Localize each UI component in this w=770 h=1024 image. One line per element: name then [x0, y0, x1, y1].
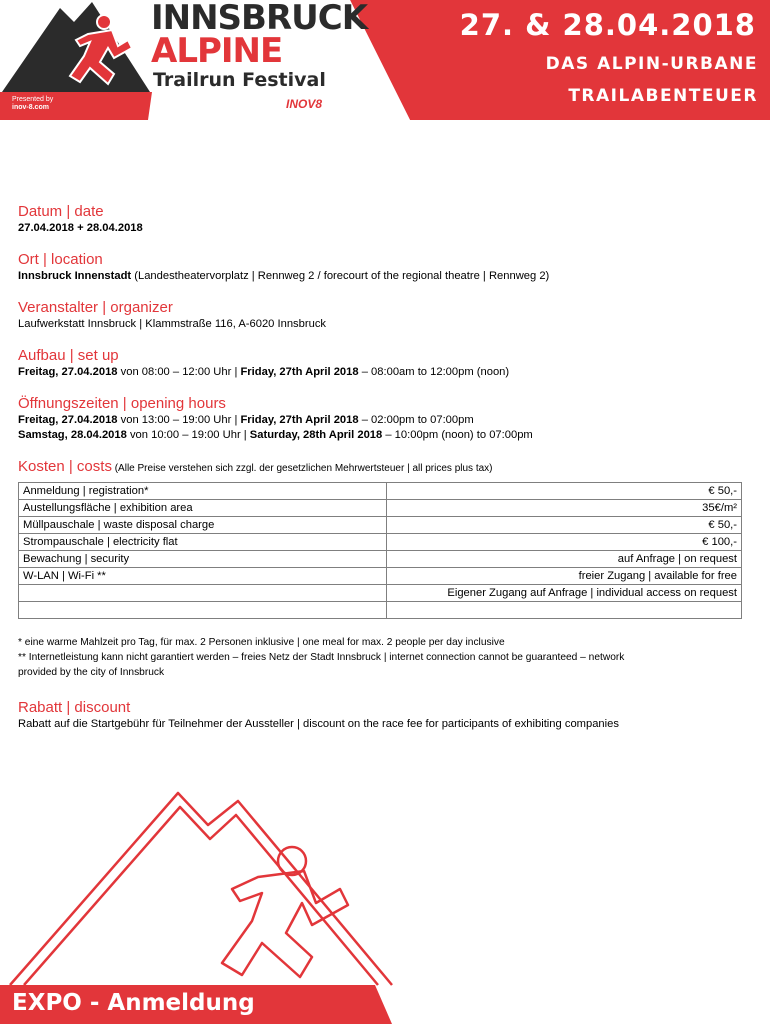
costs-item: Anmeldung | registration*	[19, 483, 387, 500]
logo-word-innsbruck: INNSBRUCK	[151, 0, 368, 38]
tagline-1: DAS ALPIN-URBANE	[545, 54, 758, 74]
costs-row	[19, 568, 742, 585]
costs-price: € 100,-	[387, 534, 742, 551]
costs-item	[19, 585, 387, 602]
costs-item: Bewachung | security	[19, 551, 387, 568]
costs-item: W-LAN | Wi-Fi **	[19, 568, 387, 585]
hours-2-text-1: von 10:00 – 19:00 Uhr |	[126, 429, 250, 441]
date-text: 27.04.2018 + 28.04.2018	[18, 222, 143, 234]
location-bold: Innsbruck Innenstadt	[18, 270, 132, 282]
hours-1-bold-2: Friday, 27th April 2018	[240, 414, 359, 426]
hours-2-bold-2: Saturday, 28th April 2018	[249, 429, 383, 441]
hours-1-text-2: – 02:00pm to 07:00pm	[358, 414, 474, 426]
organizer-value: Laufwerkstatt Innsbruck | Klammstraße 116, A-6020 Innsbruck	[18, 318, 327, 330]
costs-row	[19, 517, 742, 534]
hours-2-text-2: – 10:00pm (noon) to 07:00pm	[382, 429, 533, 441]
section-costs	[18, 457, 758, 619]
costs-item: Austellungsfläche | exhibition area	[19, 500, 387, 517]
costs-price: € 50,-	[387, 483, 742, 500]
date-value	[18, 221, 758, 236]
event-dates: 27. & 28.04.2018	[459, 8, 756, 42]
setup-text-2: – 08:00am to 12:00pm (noon)	[358, 366, 510, 378]
sponsor-logo: INOV8	[286, 97, 323, 111]
heading-organizer: Veranstalter | organizer	[18, 299, 173, 316]
heading-location: Ort | location	[18, 251, 103, 268]
costs-heading-line	[18, 457, 758, 476]
costs-item: Müllpauschale | waste disposal charge	[19, 517, 387, 534]
header-banner	[0, 0, 770, 120]
logo-word-trailrun: Trailrun Festival	[153, 69, 326, 91]
location-value	[18, 269, 758, 284]
costs-row	[19, 500, 742, 517]
costs-item: Strompauschale | electricity flat	[19, 534, 387, 551]
heading-date: Datum | date	[18, 203, 104, 220]
costs-price: auf Anfrage | on request	[387, 551, 742, 568]
document-body	[18, 202, 758, 746]
presented-by	[12, 96, 53, 111]
costs-row	[19, 483, 742, 500]
heading-setup: Aufbau | set up	[18, 347, 119, 364]
costs-row	[19, 585, 742, 602]
presented-by-label: Presented by	[12, 96, 54, 103]
costs-tax-note: (Alle Preise verstehen sich zzgl. der gesetzlichen Mehrwertsteuer | all prices plus tax)	[111, 463, 493, 474]
section-setup	[18, 346, 758, 380]
costs-row	[19, 602, 742, 619]
footnote-2: ** Internetleistung kann nicht garantiert werden – freies Netz der Stadt Innsbruck | internet connection cannot be guaranteed – network	[18, 652, 625, 663]
footnote-2-cont: provided by the city of Innsbruck	[18, 667, 165, 678]
setup-text-1: von 08:00 – 12:00 Uhr |	[117, 366, 241, 378]
logo-word-alpine: ALPINE	[151, 31, 283, 71]
mountain-runner-outline-icon	[0, 785, 420, 1000]
costs-row	[19, 534, 742, 551]
costs-price: Eigener Zugang auf Anfrage | individual access on request	[387, 585, 742, 602]
hours-1-text-1: von 13:00 – 19:00 Uhr |	[117, 414, 241, 426]
discount-value: Rabatt auf die Startgebühr für Teilnehmer der Aussteller | discount on the race fee for participants of exhibiting companies	[18, 718, 619, 730]
costs-price: freier Zugang | available for free	[387, 568, 742, 585]
costs-item	[19, 602, 387, 619]
costs-price	[387, 602, 742, 619]
costs-price: € 50,-	[387, 517, 742, 534]
heading-discount: Rabatt | discount	[18, 699, 131, 716]
section-date	[18, 202, 758, 236]
hours-2-bold-1: Samstag, 28.04.2018	[18, 429, 127, 441]
presented-by-url: inov-8.com	[12, 103, 49, 111]
festival-logo	[0, 0, 368, 120]
footer-title: EXPO - Anmeldung	[12, 990, 255, 1016]
hours-1-bold-1: Freitag, 27.04.2018	[18, 414, 118, 426]
section-hours	[18, 394, 758, 443]
section-footnotes	[18, 635, 758, 680]
costs-price: 35€/m²	[387, 500, 742, 517]
section-organizer	[18, 298, 758, 332]
setup-bold-1: Freitag, 27.04.2018	[18, 366, 118, 378]
section-location	[18, 250, 758, 284]
costs-table	[18, 482, 742, 619]
section-discount	[18, 698, 758, 732]
costs-row	[19, 551, 742, 568]
heading-costs: Kosten | costs	[18, 458, 112, 475]
heading-hours: Öffnungszeiten | opening hours	[18, 395, 226, 412]
hours-line-2	[18, 428, 758, 443]
setup-bold-2: Friday, 27th April 2018	[240, 366, 359, 378]
hours-line-1	[18, 413, 758, 428]
setup-value	[18, 365, 758, 380]
location-text: (Landestheatervorplatz | Rennweg 2 / forecourt of the regional theatre | Rennweg 2)	[131, 270, 550, 282]
footnote-1: * eine warme Mahlzeit pro Tag, für max. 2 Personen inklusive | one meal for max. 2 people per day inclusive	[18, 637, 505, 648]
tagline-2: TRAILABENTEUER	[568, 86, 758, 106]
